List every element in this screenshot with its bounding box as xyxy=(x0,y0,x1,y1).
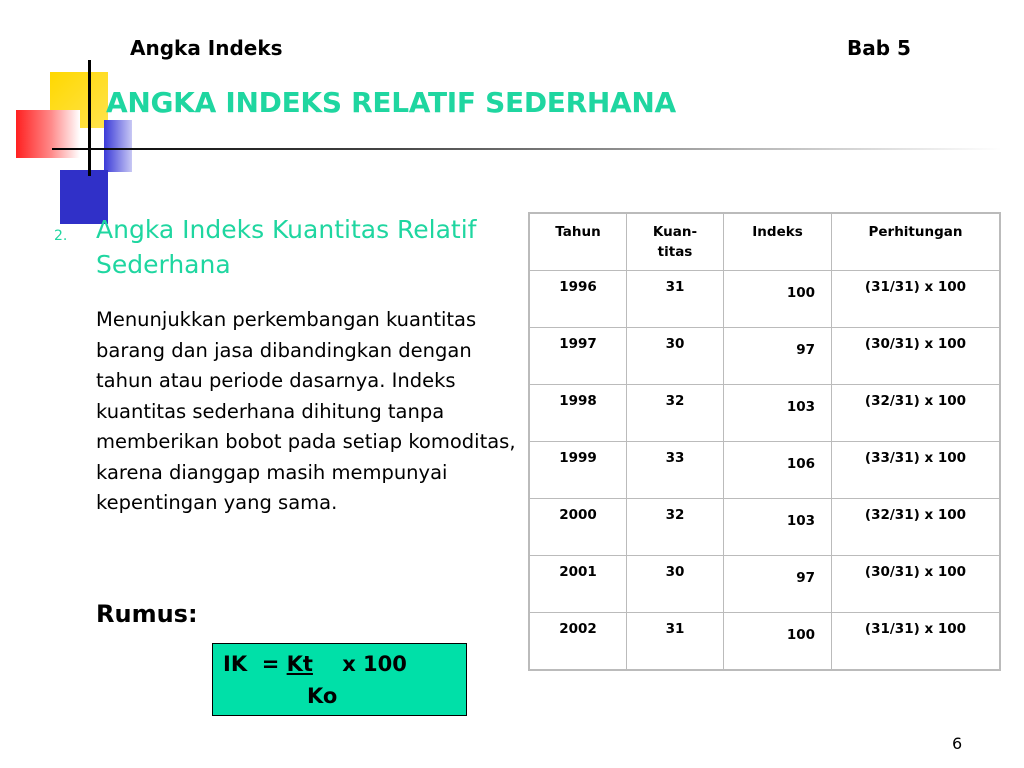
cell-indeks: 106 xyxy=(724,442,832,499)
col-header-kuantitas-text: Kuan- titas xyxy=(652,224,698,260)
table-row xyxy=(530,385,1000,442)
table-row xyxy=(530,271,1000,328)
cell-kuantitas: 31 xyxy=(627,271,724,328)
cell-indeks: 100 xyxy=(724,271,832,328)
cell-perhitungan: (30/31) x 100 xyxy=(832,328,1000,385)
section-description: Menunjukkan perkembangan kuantitas barang dan jasa dibandingkan dengan tahun atau periode dasarnya. Indeks kuantitas sederhana dihitung tanpa memberikan bobot pada setiap komoditas, karena dianggap masih mempunyai kepentingan yang sama. xyxy=(96,308,516,514)
col-header-indeks: Indeks xyxy=(724,214,832,271)
table-row xyxy=(530,556,1000,613)
formula-lhs: IK = xyxy=(223,652,287,676)
formula-denominator: Ko xyxy=(307,684,338,708)
cell-perhitungan: (32/31) x 100 xyxy=(832,499,1000,556)
formula-multiplier: x 100 xyxy=(342,652,407,676)
formula-box xyxy=(212,643,467,716)
title-divider-line xyxy=(52,148,1002,150)
header-chapter-number: Bab 5 xyxy=(847,36,911,60)
decor-red-square xyxy=(16,110,80,158)
table-row xyxy=(530,442,1000,499)
cell-tahun: 2001 xyxy=(530,556,627,613)
cell-indeks: 103 xyxy=(724,385,832,442)
cell-perhitungan: (33/31) x 100 xyxy=(832,442,1000,499)
formula-label: Rumus: xyxy=(96,600,198,628)
formula-line xyxy=(223,652,407,676)
col-header-kuantitas xyxy=(627,214,724,271)
cell-indeks: 97 xyxy=(724,328,832,385)
slide-title: ANGKA INDEKS RELATIF SEDERHANA xyxy=(106,86,676,119)
cell-kuantitas: 33 xyxy=(627,442,724,499)
decor-small-blue-square xyxy=(104,120,132,172)
cell-perhitungan: (31/31) x 100 xyxy=(832,271,1000,328)
cell-tahun: 1996 xyxy=(530,271,627,328)
cell-indeks: 100 xyxy=(724,613,832,670)
cell-tahun: 1997 xyxy=(530,328,627,385)
cell-kuantitas: 30 xyxy=(627,556,724,613)
cell-kuantitas: 31 xyxy=(627,613,724,670)
table-row xyxy=(530,613,1000,670)
index-table xyxy=(529,213,1000,670)
cell-tahun: 2002 xyxy=(530,613,627,670)
page-number: 6 xyxy=(952,734,963,753)
cell-indeks: 97 xyxy=(724,556,832,613)
cell-perhitungan: (31/31) x 100 xyxy=(832,613,1000,670)
table-row xyxy=(530,499,1000,556)
decor-vertical-line xyxy=(88,60,91,176)
cell-perhitungan: (30/31) x 100 xyxy=(832,556,1000,613)
cell-kuantitas: 32 xyxy=(627,499,724,556)
header-chapter-title: Angka Indeks xyxy=(130,36,283,60)
cell-tahun: 2000 xyxy=(530,499,627,556)
cell-tahun: 1999 xyxy=(530,442,627,499)
col-header-tahun: Tahun xyxy=(530,214,627,271)
formula-numerator: Kt xyxy=(286,652,313,676)
cell-indeks: 103 xyxy=(724,499,832,556)
cell-kuantitas: 30 xyxy=(627,328,724,385)
table-header-row xyxy=(530,214,1000,271)
col-header-perhitungan: Perhitungan xyxy=(832,214,1000,271)
table-row xyxy=(530,328,1000,385)
cell-perhitungan: (32/31) x 100 xyxy=(832,385,1000,442)
section-number: 2. xyxy=(54,228,68,244)
cell-kuantitas: 32 xyxy=(627,385,724,442)
section-title: Angka Indeks Kuantitas Relatif Sederhana xyxy=(96,215,477,279)
cell-tahun: 1998 xyxy=(530,385,627,442)
